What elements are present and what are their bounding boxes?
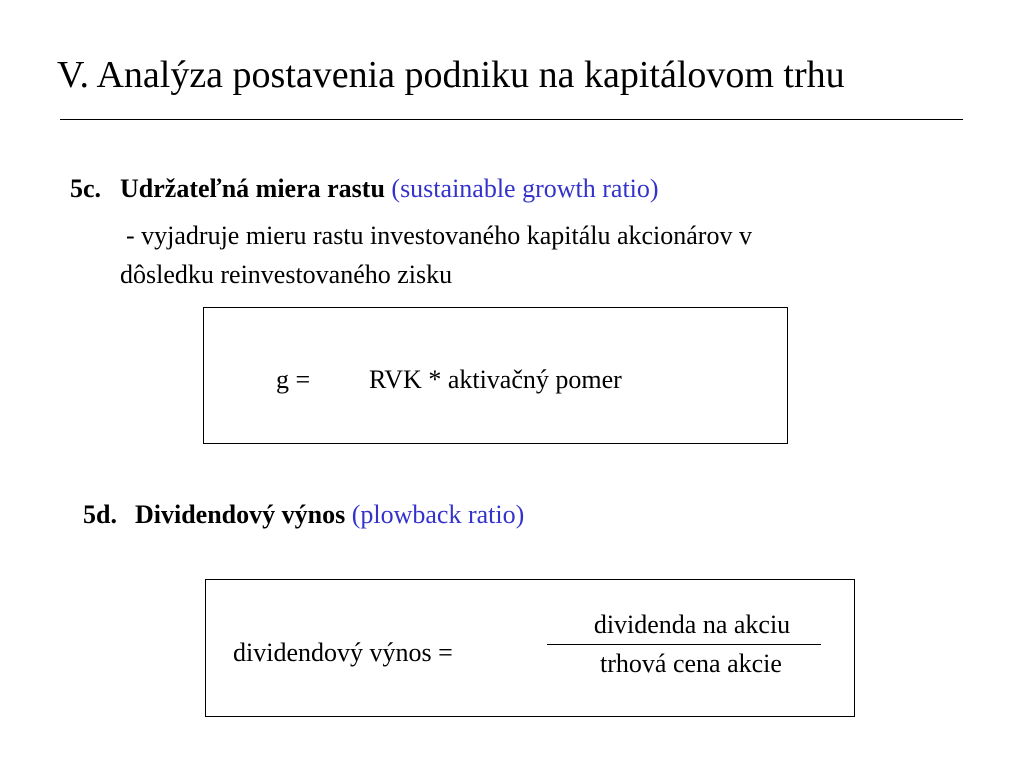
section-5c-heading xyxy=(70,173,659,205)
growth-formula-lhs: g = xyxy=(276,365,311,394)
dividend-fraction-denominator: trhová cena akcie xyxy=(600,649,782,678)
section-5c-description-line-2: dôsledku reinvestovaného zisku xyxy=(120,260,453,289)
section-5c-number: 5c. xyxy=(70,174,102,203)
section-5c-description-line-1: - vyjadruje mieru rastu investovaného kapitálu akcionárov v xyxy=(126,221,752,250)
growth-formula-box xyxy=(203,307,788,444)
title-divider xyxy=(60,119,963,120)
growth-formula-rhs: RVK * aktivačný pomer xyxy=(369,365,622,394)
fraction-bar xyxy=(547,644,821,645)
section-5d-number: 5d. xyxy=(83,500,117,529)
dividend-formula-lhs: dividendový výnos = xyxy=(233,638,453,667)
section-5c-description xyxy=(120,216,980,294)
section-5d-english-term: (plowback ratio) xyxy=(351,500,525,529)
section-5c-english-term: (sustainable growth ratio) xyxy=(391,174,659,203)
dividend-formula-box xyxy=(205,579,855,717)
section-5d-title: Dividendový výnos xyxy=(135,500,346,529)
dividend-fraction-numerator: dividenda na akciu xyxy=(593,610,791,639)
dividend-fraction xyxy=(547,608,821,681)
slide-title: V. Analýza postavenia podniku na kapitálovom trhu xyxy=(57,54,845,96)
section-5c-title: Udržateľná miera rastu xyxy=(120,174,385,203)
section-5d-heading xyxy=(83,499,524,531)
